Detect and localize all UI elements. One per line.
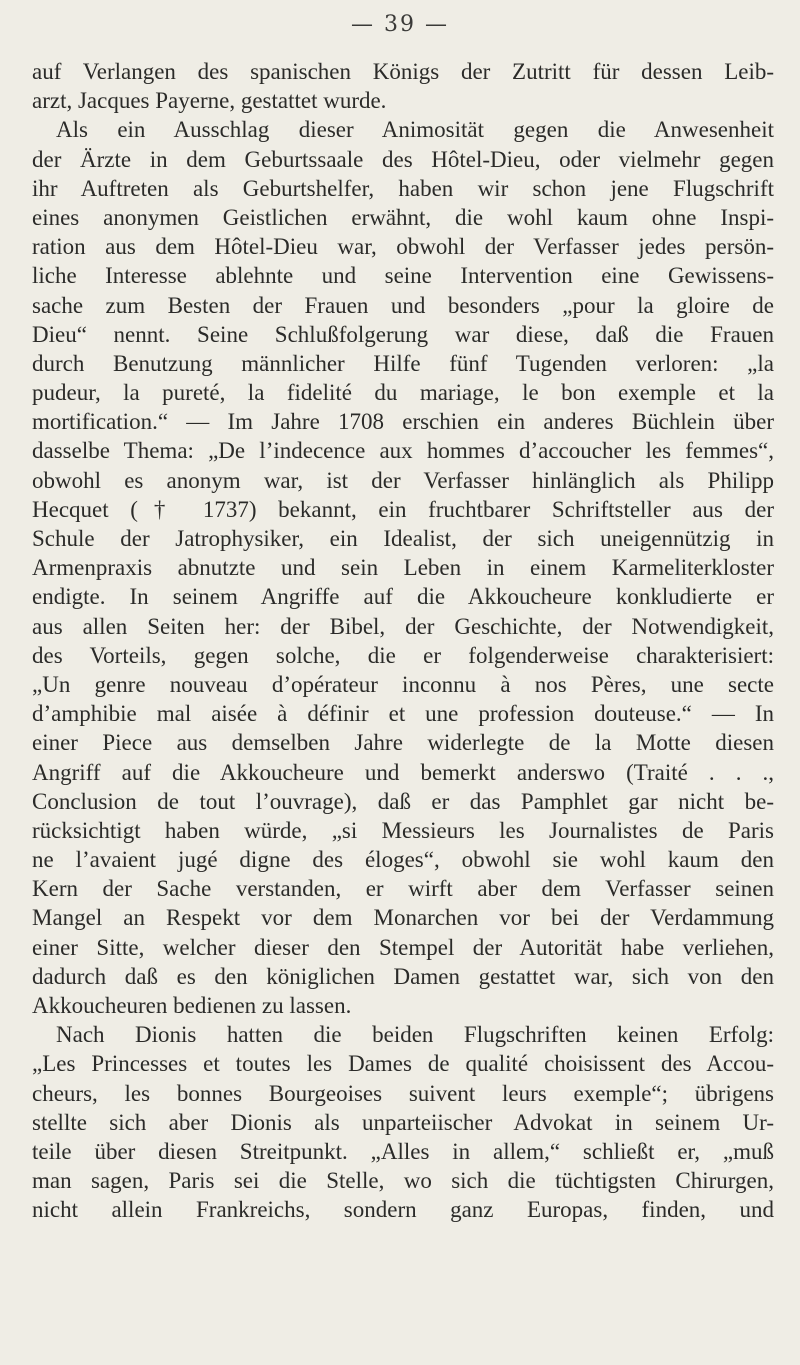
text-line: Armenpraxis abnutzte und sein Leben in einem Karmeliterkloster bbox=[32, 555, 774, 581]
text-line: Akkoucheuren bedienen zu lassen. bbox=[32, 993, 352, 1018]
text-line: man sagen, Paris sei die Stelle, wo sich die tüchtigsten Chirurgen, bbox=[32, 1168, 774, 1194]
text-line: Angriff auf die Akkoucheure und bemerkt anderswo (Traité . . ., bbox=[32, 759, 774, 785]
text-line: ihr Auftreten als Geburtshelfer, haben wir schon jene Flugschrift bbox=[32, 175, 774, 201]
text-line: ne l’avaient jugé digne des éloges“, obwohl sie wohl kaum den bbox=[32, 847, 774, 873]
paragraph-3 bbox=[32, 1020, 774, 1224]
text-line: rücksichtigt haben würde, „si Messieurs les Journalistes de Paris bbox=[32, 817, 774, 843]
text-line: durch Benutzung männlicher Hilfe fünf Tugenden verloren: „la bbox=[32, 350, 774, 376]
text-line: stellte sich aber Dionis als unparteiischer Advokat in seinem Ur- bbox=[32, 1109, 774, 1135]
text-line: Schule der Jatrophysiker, ein Idealist, der sich uneigennützig in bbox=[32, 526, 774, 551]
text-line: Dieu“ nennt. Seine Schlußfolgerung war diese, daß die Frauen bbox=[32, 321, 774, 347]
text-line: nicht allein Frankreichs, sondern ganz Europas, finden, und bbox=[32, 1197, 774, 1223]
text-line: d’amphibie mal aisée à définir et une profession douteuse.“ — In bbox=[32, 701, 774, 727]
page-number: — 39 — bbox=[351, 12, 449, 37]
text-line: dasselbe Thema: „De l’indecence aux hommes d’accoucher les femmes“, bbox=[32, 438, 774, 464]
text-line: obwohl es anonym war, ist der Verfasser hinlänglich als Philipp bbox=[32, 467, 774, 493]
text-line: „Un genre nouveau d’opérateur inconnu à nos Pères, une secte bbox=[32, 671, 774, 697]
text-line: Hecquet († 1737) bekannt, ein fruchtbarer Schriftsteller aus der bbox=[32, 496, 774, 522]
text-line: teile über diesen Streitpunkt. „Alles in allem,“ schließt er, „muß bbox=[32, 1138, 774, 1164]
text-line: mortification.“ — Im Jahre 1708 erschien ein anderes Büchlein über bbox=[32, 409, 774, 435]
body-text bbox=[32, 57, 774, 1225]
text-line: liche Interesse ablehnte und seine Intervention eine Gewissens- bbox=[32, 263, 774, 289]
text-line: einer Sitte, welcher dieser den Stempel der Autorität habe verliehen, bbox=[32, 934, 774, 960]
paragraph-2 bbox=[32, 115, 774, 1020]
text-line: Conclusion de tout l’ouvrage), daß er das Pamphlet gar nicht be- bbox=[32, 788, 774, 814]
text-line: cheurs, les bonnes Bourgeoises suivent leurs exemple“; übrigens bbox=[32, 1080, 774, 1106]
text-line: aus allen Seiten her: der Bibel, der Geschichte, der Notwendigkeit, bbox=[32, 613, 774, 639]
text-line: Mangel an Respekt vor dem Monarchen vor bei der Verdammung bbox=[32, 905, 774, 931]
text-line: Als ein Ausschlag dieser Animosität gegen die Anwesenheit bbox=[56, 117, 774, 143]
text-line: der Ärzte in dem Geburtssaale des Hôtel-Dieu, oder vielmehr gegen bbox=[32, 146, 774, 172]
paragraph-1 bbox=[32, 57, 774, 115]
text-line: des Vorteils, gegen solche, die er folgenderweise charakterisiert: bbox=[32, 642, 774, 668]
text-line: arzt, Jacques Payerne, gestattet wurde. bbox=[32, 88, 387, 114]
text-line: sache zum Besten der Frauen und besonders „pour la gloire de bbox=[32, 292, 774, 318]
text-line: „Les Princesses et toutes les Dames de qualité choisissent des Accou- bbox=[32, 1051, 774, 1077]
text-line: eines anonymen Geistlichen erwähnt, die wohl kaum ohne Inspi- bbox=[32, 204, 774, 230]
text-line: ration aus dem Hôtel-Dieu war, obwohl der Verfasser jedes persön- bbox=[32, 234, 774, 260]
text-line: Kern der Sache verstanden, er wirft aber dem Verfasser seinen bbox=[32, 876, 774, 902]
text-line: pudeur, la pureté, la fidelité du mariage, le bon exemple et la bbox=[32, 380, 774, 406]
text-line: endigte. In seinem Angriffe auf die Akkoucheure konkludierte er bbox=[32, 584, 774, 610]
text-line: Nach Dionis hatten die beiden Flugschriften keinen Erfolg: bbox=[56, 1022, 774, 1048]
text-line: einer Piece aus demselben Jahre widerlegte de la Motte diesen bbox=[32, 730, 774, 756]
text-line: dadurch daß es den königlichen Damen gestattet war, sich von den bbox=[32, 963, 774, 989]
text-line: auf Verlangen des spanischen Königs der Zutritt für dessen Leib- bbox=[32, 59, 774, 84]
